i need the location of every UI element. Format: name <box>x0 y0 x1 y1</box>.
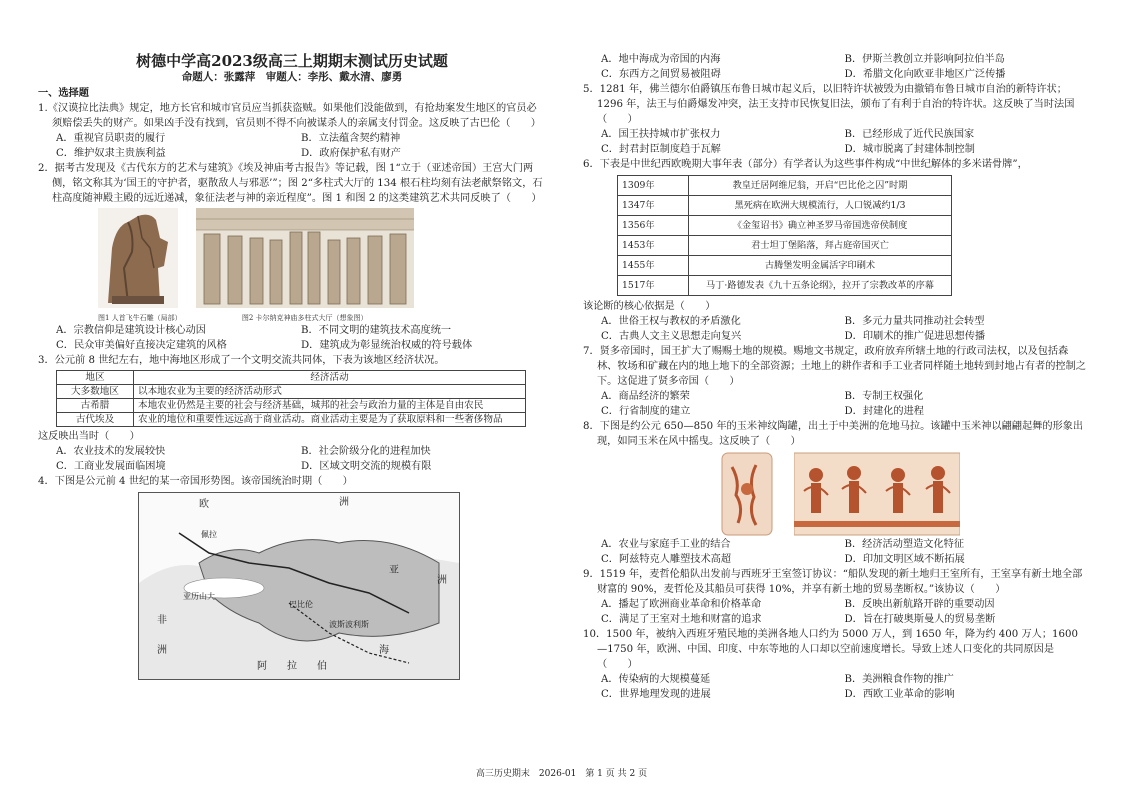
answer-options-q4 <box>583 52 1088 82</box>
map-label: 洲 <box>339 497 349 508</box>
question-10 <box>583 627 1088 702</box>
question-1 <box>38 101 546 161</box>
table-cell-event: 马丁·路德发表《九十五条论纲》，拉开了宗教改革的序幕 <box>689 276 952 296</box>
table-header-cell: 经济活动 <box>134 371 526 385</box>
question-7 <box>583 344 1088 419</box>
authors-line: 命题人：张露萍 审题人：李彤、戴水清、廖勇 <box>181 71 403 83</box>
table-cell-event: 黑死病在欧洲大规模流行，人口锐减约1/3 <box>689 196 952 216</box>
question-stem: 5．1281 年，佛兰德尔伯爵镇压布鲁日城市起义后，以旧特许状被毁为由撤销布鲁日城市自治的新特许状；1296 年，法王与伯爵爆发冲突，法王支持市民恢复旧法，颁布了有利于自治的特许状。这反映了当时法国（ ） <box>583 84 1075 125</box>
figure-1 <box>98 208 182 323</box>
option-a: A．重视官员职责的履行 <box>56 133 166 144</box>
answer-options <box>38 131 546 161</box>
option-d: D．封建化的进程 <box>844 406 924 417</box>
map-label: 波斯波利斯 <box>329 620 369 629</box>
option-c: C．行省制度的建立 <box>601 406 691 417</box>
option-a: A．宗教信仰是建筑设计核心动因 <box>56 325 206 336</box>
economy-table <box>56 370 526 427</box>
table-cell-year: 1453年 <box>618 236 689 256</box>
option-b: B．多元力量共同推动社会转型 <box>844 316 985 327</box>
hypostyle-hall-image <box>196 208 414 308</box>
map-label: 拉 <box>287 661 297 672</box>
map-label: 亚历山大 <box>183 592 215 601</box>
figure-2 <box>196 208 414 323</box>
option-c: C．古典人文主义思想走向复兴 <box>601 331 742 342</box>
answer-options <box>583 537 1088 567</box>
table-cell-event: 君士坦丁堡陷落，拜占庭帝国灭亡 <box>689 236 952 256</box>
answer-options <box>583 314 1088 344</box>
map-label: 佩拉 <box>201 530 217 539</box>
table-cell: 古希腊 <box>57 399 134 413</box>
map-label: 海 <box>379 645 389 656</box>
option-c: C．满足了王室对土地和财富的追求 <box>601 614 762 625</box>
option-d: D．印加文明区域不断拓展 <box>844 554 965 565</box>
question-tail: 该论断的核心依据是（ ） <box>583 301 716 312</box>
map-shapes <box>139 493 459 679</box>
map-label: 非 <box>157 615 167 626</box>
section-heading: 一、选择题 <box>38 87 89 99</box>
option-b: B．经济活动塑造文化特征 <box>844 539 965 550</box>
map-label: 洲 <box>437 575 447 586</box>
question-4 <box>38 474 546 680</box>
option-d: D．政府保护私有财产 <box>301 148 401 159</box>
table-cell-event: 古腾堡发明金属活字印刷术 <box>689 256 952 276</box>
option-b: B．反映出新航路开辟的重要动因 <box>844 599 995 610</box>
question-8 <box>583 419 1088 567</box>
question-tail: 这反映出当时（ ） <box>38 431 140 442</box>
table-cell: 以本地农业为主要的经济活动形式 <box>134 385 526 399</box>
lamassu-image <box>98 208 178 308</box>
map-label: 欧 <box>199 499 209 510</box>
option-d: D．建筑成为彰显统治权威的符号载体 <box>301 340 473 351</box>
option-d: D．区域文明交流的规模有限 <box>301 461 432 472</box>
table-cell-year: 1356年 <box>618 216 689 236</box>
table-cell-year: 1517年 <box>618 276 689 296</box>
figure-row <box>718 451 1088 537</box>
table-row <box>57 399 526 413</box>
page-title: 树德中学高2023级高三上期期末测试历史试题 <box>136 52 448 70</box>
question-stem: 4．下图是公元前 4 世纪的某一帝国形势图。该帝国统治时期（ ） <box>38 476 353 487</box>
answer-options <box>583 389 1088 419</box>
map-label: 亚 <box>389 565 399 576</box>
table-row <box>618 196 952 216</box>
option-b: B．专制王权强化 <box>844 391 924 402</box>
map-label: 巴比伦 <box>289 600 313 609</box>
question-stem: 7．贤多帝国时，国王扩大了赐赐土地的规模。赐地文书规定，政府放弃所辖土地的行政司法权，以及包括森林、牧场和矿藏在内的地上地下的全部资源；土地上的耕作者和手工业者同样随土地转到封地占有者的控制之下。这促进了贤多帝国（ ） <box>583 346 1086 387</box>
option-a: A．农业与家庭手工业的结合 <box>601 539 731 550</box>
table-cell-year: 1347年 <box>618 196 689 216</box>
option-d: D．城市脱离了封建体制控制 <box>844 144 975 155</box>
question-5 <box>583 82 1088 157</box>
option-d: D．印刷术的推广促进思想传播 <box>844 331 986 342</box>
table-cell: 大多数地区 <box>57 385 134 399</box>
maize-god-vase-image <box>718 451 776 537</box>
option-c: C．世界地理发现的进展 <box>601 689 711 700</box>
table-row <box>57 413 526 427</box>
answer-options <box>583 672 1088 702</box>
table-cell: 本地农业仍然是主要的社会与经济基础，城邦的社会与政治力量的主体是自由农民 <box>134 399 526 413</box>
figure-caption: 图2 卡尔纳克神庙多柱式大厅（想象图） <box>241 314 368 322</box>
table-row <box>57 385 526 399</box>
option-a: A．传染病的大规模蔓延 <box>601 674 711 685</box>
answer-options <box>583 127 1088 157</box>
option-c: C．工商业发展面临困境 <box>56 461 166 472</box>
table-cell: 古代埃及 <box>57 413 134 427</box>
map-label: 洲 <box>157 645 167 656</box>
option-c: C．东西方之间贸易被阻碍 <box>601 69 721 80</box>
option-c: C．封君封臣制度趋于瓦解 <box>601 144 721 155</box>
option-d: D．希腊文化向欧亚非地区广泛传播 <box>844 69 1006 80</box>
figure-caption: 图1 人首飞牛石雕（局部） <box>98 314 182 322</box>
empire-map <box>138 492 460 680</box>
map-label: 阿 <box>257 661 267 672</box>
table-row <box>618 256 952 276</box>
option-c: C．民众审美偏好直接决定建筑的风格 <box>56 340 227 351</box>
option-c: C．维护奴隶主贵族利益 <box>56 148 166 159</box>
option-d: D．旨在打破奥斯曼人的贸易垄断 <box>844 614 996 625</box>
vase-rollout-image <box>794 451 960 537</box>
option-b: B．美洲粮食作物的推广 <box>844 674 954 685</box>
option-a: A．世俗王权与教权的矛盾激化 <box>601 316 741 327</box>
question-6 <box>583 157 1088 344</box>
table-row <box>618 236 952 256</box>
chronology-table <box>617 175 952 296</box>
table-header-row <box>57 371 526 385</box>
table-cell-year: 1309年 <box>618 176 689 196</box>
table-cell-year: 1455年 <box>618 256 689 276</box>
table-header-cell: 地区 <box>57 371 134 385</box>
option-a: A．国王扶持城市扩张权力 <box>601 129 721 140</box>
map-label: 伯 <box>317 661 327 672</box>
figure-row <box>98 208 546 323</box>
left-column <box>38 0 546 680</box>
question-stem: 3．公元前 8 世纪左右，地中海地区形成了一个文明交流共同体，下表为该地区经济状况。 <box>38 355 445 366</box>
answer-options <box>38 444 546 474</box>
answer-options <box>583 597 1088 627</box>
right-column <box>583 0 1088 702</box>
option-b: B．社会阶级分化的进程加快 <box>301 446 431 457</box>
option-a: A．播起了欧洲商业革命和价格革命 <box>601 599 762 610</box>
question-stem: 6．下表是中世纪西欧晚期大事年表（部分）有学者认为这些事件构成“中世纪解体的多米诺骨牌”， <box>583 159 1028 170</box>
table-cell: 农业的地位和重要性远远高于商业活动。商业活动主要是为了获取原料和一些奢侈物品 <box>134 413 526 427</box>
question-9 <box>583 567 1088 627</box>
question-2 <box>38 161 546 353</box>
table-row <box>618 276 952 296</box>
option-c: C．阿兹特克人雕塑技术高超 <box>601 554 732 565</box>
page-footer: 高三历史期末 2026-01 第 1 页 共 2 页 <box>475 769 648 779</box>
option-d: D．西欧工业革命的影响 <box>844 689 955 700</box>
table-cell-event: 教皇迁居阿维尼翁，开启“巴比伦之囚”时期 <box>689 176 952 196</box>
option-b: B．立法蕴含契约精神 <box>301 133 401 144</box>
question-stem: 8．下图是约公元 650—850 年的玉米神纹陶罐，出土于中美洲的危地马拉。该罐中玉米神以翩翩起舞的形象出现，如同玉米在风中摇曳。这反映了（ ） <box>583 421 1084 447</box>
table-cell-event: 《金玺诏书》确立神圣罗马帝国选帝侯制度 <box>689 216 952 236</box>
table-row <box>618 216 952 236</box>
table-row <box>618 176 952 196</box>
option-b: B．伊斯兰教创立并影响阿拉伯半岛 <box>844 54 1005 65</box>
answer-options <box>38 323 546 353</box>
question-stem: 2．据考古发现及《古代东方的艺术与建筑》《埃及神庙考古报告》等记载，图 1“立于（亚述帝国）王宫大门两侧，铭文称其为‘国王的守护者，驱散敌人与邪恶’”；图 2“多柱式大厅的 134 根石柱均刻有法老献祭铭文，石柱高度随神殿主殿的远近递减，象征法老与神的亲近程度”。图 1 和图 2 的这类建筑艺术共同反映了（ ） <box>38 163 543 204</box>
question-3 <box>38 353 546 474</box>
option-a: A．地中海成为帝国的内海 <box>601 54 721 65</box>
question-stem: 1.《汉谟拉比法典》规定，地方长官和城市官员应当抓获盗贼。如果他们没能做到，有抢劫案发生地区的官员必须赔偿丢失的财产。如果凶手没有找到，官员则不得不向被谋杀人的亲属支付罚金。这反映了古巴伦（ ） <box>38 103 541 129</box>
option-b: B．已经形成了近代民族国家 <box>844 129 975 140</box>
option-a: A．农业技术的发展较快 <box>56 446 166 457</box>
question-stem: 9．1519 年，麦哲伦船队出发前与西班牙王室签订协议：“船队发现的新土地归王室所有，王室享有新土地全部财富的 90%，麦哲伦及其船员可获得 10%，并享有新土地的贸易垄断权。”该协议（ ） <box>583 569 1083 595</box>
option-a: A．商品经济的繁荣 <box>601 391 690 402</box>
question-stem: 10．1500 年，被纳入西班牙殖民地的美洲各地人口约为 5000 万人，到 1650 年，降为约 400 万人；1600—1750 年，欧洲、中国、印度、中东等地的人口却以空前速度增长。导致上述人口变化的共同原因是（ ） <box>583 629 1078 670</box>
option-b: B．不同文明的建筑技术高度统一 <box>301 325 452 336</box>
